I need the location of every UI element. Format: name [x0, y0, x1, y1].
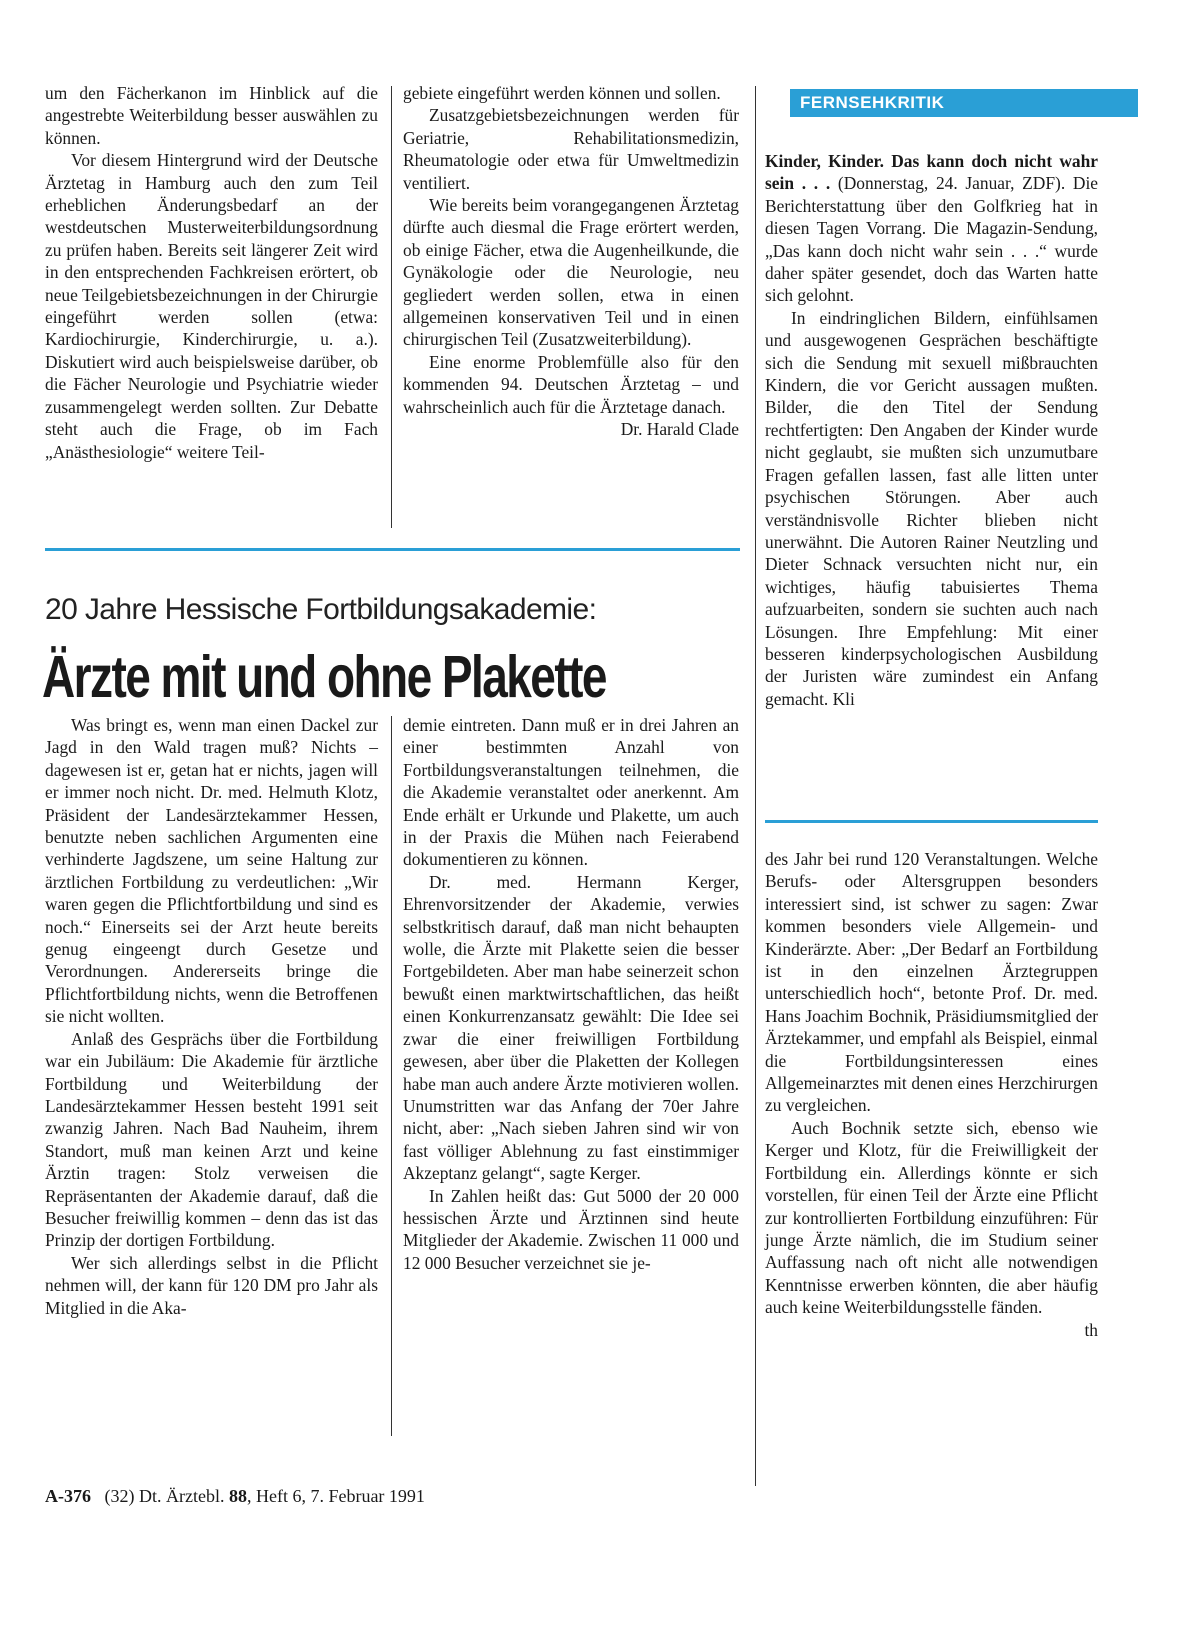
top-article-author: Dr. Harald Clade: [620, 419, 739, 440]
sidebar-author: Kli: [832, 688, 855, 709]
paragraph: In Zahlen heißt das: Gut 5000 der 20 000 hessischen Ärzte und Ärztinnen sind heute Mitglieder der Akademie. Zwischen 11 000 und 12 000 Besucher verzeichnet sie je-: [403, 1185, 739, 1273]
paragraph: Eine enorme Problemfülle also für den kommenden 94. Deutschen Ärztetag – und wahrscheinlich auch für die Ärztetage danach.: [403, 351, 739, 417]
main-article-column-2: [403, 714, 739, 1274]
column-divider: [755, 86, 756, 1486]
top-article-column-1: [45, 82, 378, 463]
issue-details: , Heft 6, 7. Februar 1991: [246, 1486, 425, 1506]
review-title: Kinder, Kinder. Das kann doch nicht wahr sein . . .: [765, 151, 1098, 194]
paragraph: demie eintreten. Dann muß er in drei Jahren an einer bestimmten Anzahl von Fortbildungsveranstaltungen teilnehmen, die die Akademie veranstaltet oder anerkennt. Am Ende erhält er Urkunde und Plakette, um auch in der Praxis die Mühen nach Feierabend dokumentieren zu können.: [403, 715, 739, 870]
paragraph: Zusatzgebietsbezeichnungen werden für Geriatrie, Rehabilitationsmedizin, Rheumatologie oder etwa für Umweltmedizin ventiliert.: [403, 105, 739, 193]
article-headline: Ärzte mit und ohne Plakette: [42, 644, 606, 710]
paragraph: Wie bereits beim vorangegangenen Ärztetag dürfte auch diesmal die Frage erörtert werden, ob einige Fächer, etwa die Augenheilkunde, die Gynäkologie oder die Neurologie, neu gegliedert werden sollen, etwa in einen allgemeinen konservativen Teil und in einen chirurgischen Teil (Zusatzweiterbildung).: [403, 195, 739, 350]
paragraph: [765, 307, 1098, 710]
review-lead: [765, 150, 1098, 307]
main-article-column-1: [45, 714, 378, 1319]
main-article-column-3: [765, 848, 1098, 1341]
rubric-label: FERNSEHKRITIK: [790, 89, 1138, 117]
paragraph: Wer sich allerdings selbst in die Pflicht nehmen will, der kann für 120 DM pro Jahr als Mitglied in die Aka-: [45, 1252, 378, 1318]
paragraph: gebiete eingeführt werden können und sollen.: [403, 83, 721, 103]
volume-number: 88: [228, 1486, 247, 1506]
article-kicker: 20 Jahre Hessische Fortbildungsakademie:: [45, 593, 597, 626]
paragraph: Vor diesem Hintergrund wird der Deutsche Ärztetag in Hamburg auch den zum Teil erheblichen Änderungsbedarf an der westdeutschen Musterweiterbildungsordnung zu prüfen haben. Bereits seit längerer Zeit wird in den entsprechenden Fachkreisen erörtert, ob neue Teilgebietsbezeichnungen in der Chirurgie eingeführt werden sollen (etwa: Kardiochirurgie, Kinderchirurgie, u. a.). Diskutiert wird auch beispielsweise darüber, ob die Fächer Neurologie und Psychiatrie wieder zusammengelegt werden sollten. Zur Debatte steht auch die Frage, ob im Fach „Anästhesiologie“ weitere Teil-: [45, 150, 378, 462]
page-number: A-376: [45, 1486, 91, 1506]
issue-prefix: (32) Dt. Ärztebl.: [104, 1486, 225, 1506]
paragraph: Was bringt es, wenn man einen Dackel zur Jagd in den Wald tragen muß? Nichts – dagewesen ist er, getan hat er nichts, jagen will er immer noch nicht. Dr. med. Helmuth Klotz, Präsident der Landesärztekammer Hessen, benutzte neben sachlichen Argumenten eine verhinderte Jagdszene, um seine Haltung zur ärztlichen Fortbildung zu verdeutlichen: „Wir waren gegen die Pflichtfortbildung und sind es noch.“ Einerseits sei der Arzt heute bereits genug eingeengt durch Gesetze und Verordnungen. Andererseits bringe die Pflichtfortbildung nichts, wenn die Betroffenen sie nicht wollten.: [45, 715, 378, 1027]
main-article-author: th: [1084, 1319, 1098, 1340]
sidebar-divider: [765, 820, 1098, 823]
paragraph: Anlaß des Gesprächs über die Fortbildung war ein Jubiläum: Die Akademie für ärztliche Fortbildung und Weiterbildung der Landesärztekammer Hessen besteht 1991 seit zwanzig Jahren. Nach Bad Nauheim, ihrem Standort, muß man keinen Arzt und keine Ärztin tragen: Stolz verweisen die Repräsentanten der Akademie darauf, daß die Besucher freiwillig kommen – denn das ist das Prinzip der dortigen Fortbildung.: [45, 1028, 378, 1251]
paragraph: um den Fächerkanon im Hinblick auf die angestrebte Weiterbildung besser auswählen zu können.: [45, 83, 378, 148]
review-lead-text: (Donnerstag, 24. Januar, ZDF). Die Berichterstattung über den Golfkrieg hat in diesen Tagen Vorrang. Die Magazin-Sendung, „Das kann doch nicht wahr sein . . .“ wurde daher später gesendet, doch das Warten hatte sich gelohnt.: [765, 173, 1098, 306]
page-footer: [45, 1486, 645, 1507]
article-divider: [45, 548, 740, 551]
column-divider: [391, 86, 392, 528]
paragraph: des Jahr bei rund 120 Veranstaltungen. Welche Berufs- oder Altersgruppen besonders interessiert sind, ist schwer zu sagen: Zwar kommen besonders viele Allgemein- und Kinderärzte. Aber: „Der Bedarf an Fortbildung ist in den einzelnen Ärztegruppen unterschiedlich hoch“, betonte Prof. Dr. med. Hans Joachim Bochnik, Präsidiumsmitglied der Ärztekammer, und empfahl als Beispiel, einmal die Fortbildungsinteressen eines Allgemeinarztes mit denen eines Herzchirurgen zu vergleichen.: [765, 849, 1098, 1116]
top-article-column-2: [403, 82, 739, 441]
sidebar-review: [765, 150, 1098, 710]
paragraph: Auch Bochnik setzte sich, ebenso wie Kerger und Klotz, für die Freiwilligkeit der Fortbildung ein. Allerdings könnte er sich vorstellen, für einen Teil der Ärzte eine Pflicht zur kontrollierten Fortbildung einzuführen: Für junge Ärzte nämlich, die im Studium seiner Auffassung nach oft nicht alle notwendigen Kenntnisse erwerben könnten, die aber häufig auch keine Weiterbildungsstelle fänden.: [765, 1117, 1098, 1318]
column-divider: [391, 716, 392, 1436]
paragraph: Dr. med. Hermann Kerger, Ehrenvorsitzender der Akademie, verwies selbstkritisch darauf, daß man nicht behaupten wolle, die Ärzte mit Plakette seien die besser Fortgebildeten. Aber man habe seinerzeit schon bewußt einen marktwirtschaftlichen, das heißt einen Konkurrenzansatz gewählt: Die Idee sei zwar die einer freiwilligen Fortbildung gewesen, aber über die Plaketten der Kollegen habe man auch andere Ärzte motivieren wollen. Unumstritten war das Anfang der 70er Jahre nicht, aber: „Nach sieben Jahren sind wir von fast völliger Ablehnung zu fast einstimmiger Akzeptanz gelangt“, sagte Kerger.: [403, 871, 739, 1184]
review-text: In eindringlichen Bildern, einfühlsamen und ausgewogenen Gesprächen beschäftigte sich die Sendung mit sexuell mißbrauchten Kindern, die vor Gericht aussagen mußten. Bilder, die den Titel der Sendung rechtfertigten: Den Angaben der Kinder wurde nicht geglaubt, sie mußten sich unzumutbare Fragen gefallen lassen, fast alle litten unter psychischen Störungen. Aber auch verständnisvolle Richter blieben nicht unerwähnt. Die Autoren Rainer Neutzling und Dieter Schnack versuchten nicht nur, ein wichtiges, häufig tabuisiertes Thema aufzuarbeiten, sondern sie suchten auch nach Lösungen. Ihre Empfehlung: Mit einer besseren kinderpsychologischen Ausbildung der Juristen wäre zumindest ein Anfang gemacht.: [765, 307, 1098, 709]
